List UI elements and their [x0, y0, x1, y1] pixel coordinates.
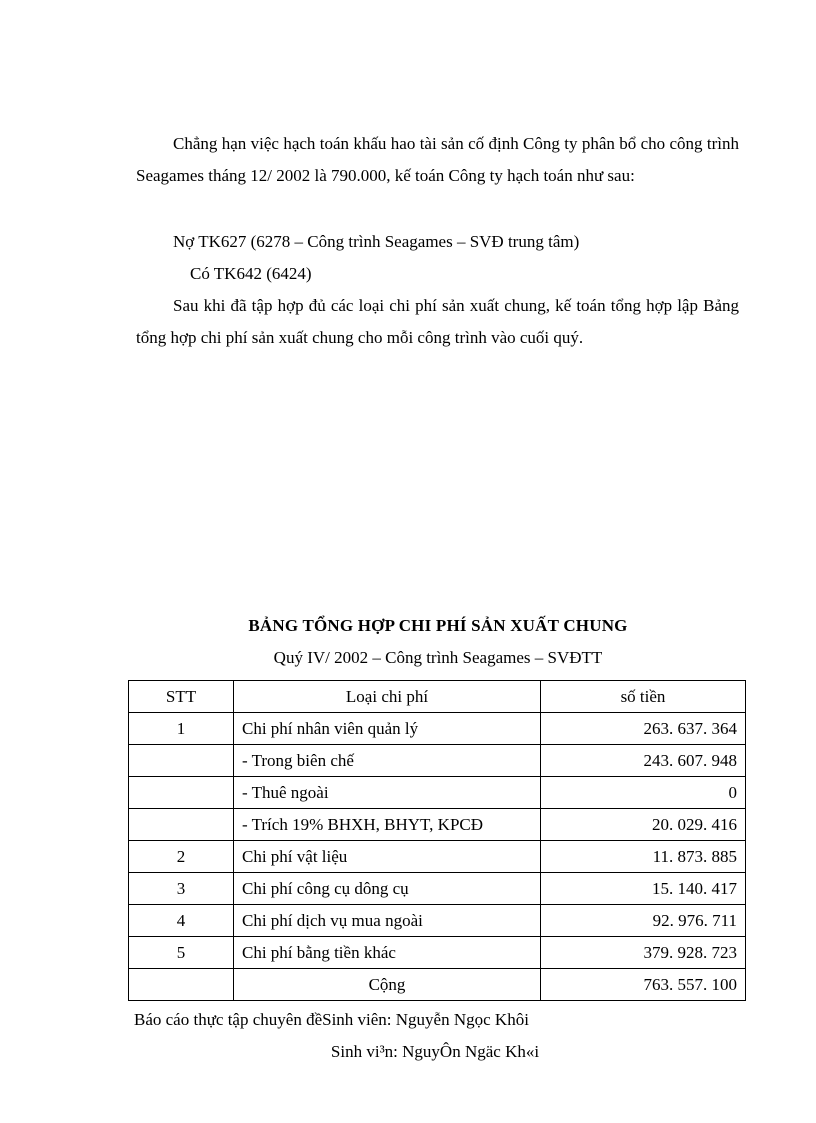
total-stt-empty	[129, 969, 234, 1001]
row-amount: 11. 873. 885	[541, 841, 746, 873]
row-amount: 92. 976. 711	[541, 905, 746, 937]
row-stt	[129, 777, 234, 809]
row-name: Chi phí vật liệu	[234, 841, 541, 873]
header-cost-type: Loại chi phí	[234, 681, 541, 713]
table-row	[129, 713, 746, 745]
row-name: Chi phí nhân viên quản lý	[234, 713, 541, 745]
table-header-row	[129, 681, 746, 713]
journal-entry-debit: Nợ TK627 (6278 – Công trình Seagames – SVĐ trung tâm)	[173, 232, 580, 251]
row-name: - Trích 19% BHXH, BHYT, KPCĐ	[234, 809, 541, 841]
footer-report-line: Báo cáo thực tập chuyên đềSinh viên: Nguyễn Ngọc Khôi	[134, 1010, 529, 1029]
paragraph-summary: Sau khi đã tập hợp đủ các loại chi phí sản xuất chung, kế toán tổng hợp lập Bảng tổng hợp chi phí sản xuất chung cho mỗi công trình vào cuối quý.	[136, 296, 739, 347]
row-amount: 0	[541, 777, 746, 809]
row-name: Chi phí dịch vụ mua ngoài	[234, 905, 541, 937]
row-stt: 5	[129, 937, 234, 969]
header-stt: STT	[129, 681, 234, 713]
row-stt	[129, 745, 234, 777]
journal-entry-credit: Có TK642 (6424)	[190, 264, 312, 283]
table-row	[129, 841, 746, 873]
row-amount: 15. 140. 417	[541, 873, 746, 905]
footer-student-line: Sinh vi³n: NguyÔn Ngäc Kh«i	[330, 1042, 540, 1061]
table-row	[129, 745, 746, 777]
row-stt: 1	[129, 713, 234, 745]
row-stt	[129, 809, 234, 841]
row-name: Chi phí bằng tiền khác	[234, 937, 541, 969]
table-row	[129, 937, 746, 969]
row-amount: 263. 637. 364	[541, 713, 746, 745]
total-amount: 763. 557. 100	[541, 969, 746, 1001]
paragraph-depreciation-example: Chẳng hạn việc hạch toán khấu hao tài sản cố định Công ty phân bổ cho công trình Seagames tháng 12/ 2002 là 790.000, kế toán Công ty hạch toán như sau:	[136, 134, 739, 185]
cost-summary-table	[128, 680, 746, 1001]
row-name: - Trong biên chế	[234, 745, 541, 777]
row-amount: 20. 029. 416	[541, 809, 746, 841]
table-total-row	[129, 969, 746, 1001]
table-row	[129, 873, 746, 905]
table-subtitle: Quý IV/ 2002 – Công trình Seagames – SVĐTT	[273, 648, 603, 667]
table-row	[129, 905, 746, 937]
table-row	[129, 777, 746, 809]
row-name: - Thuê ngoài	[234, 777, 541, 809]
row-stt: 3	[129, 873, 234, 905]
row-stt: 4	[129, 905, 234, 937]
table-row	[129, 809, 746, 841]
header-amount: số tiền	[541, 681, 746, 713]
row-amount: 379. 928. 723	[541, 937, 746, 969]
row-name: Chi phí công cụ dông cụ	[234, 873, 541, 905]
row-amount: 243. 607. 948	[541, 745, 746, 777]
total-label: Cộng	[234, 969, 541, 1001]
row-stt: 2	[129, 841, 234, 873]
table-title: BẢNG TỔNG HỢP CHI PHÍ SẢN XUẤT CHUNG	[248, 616, 628, 635]
